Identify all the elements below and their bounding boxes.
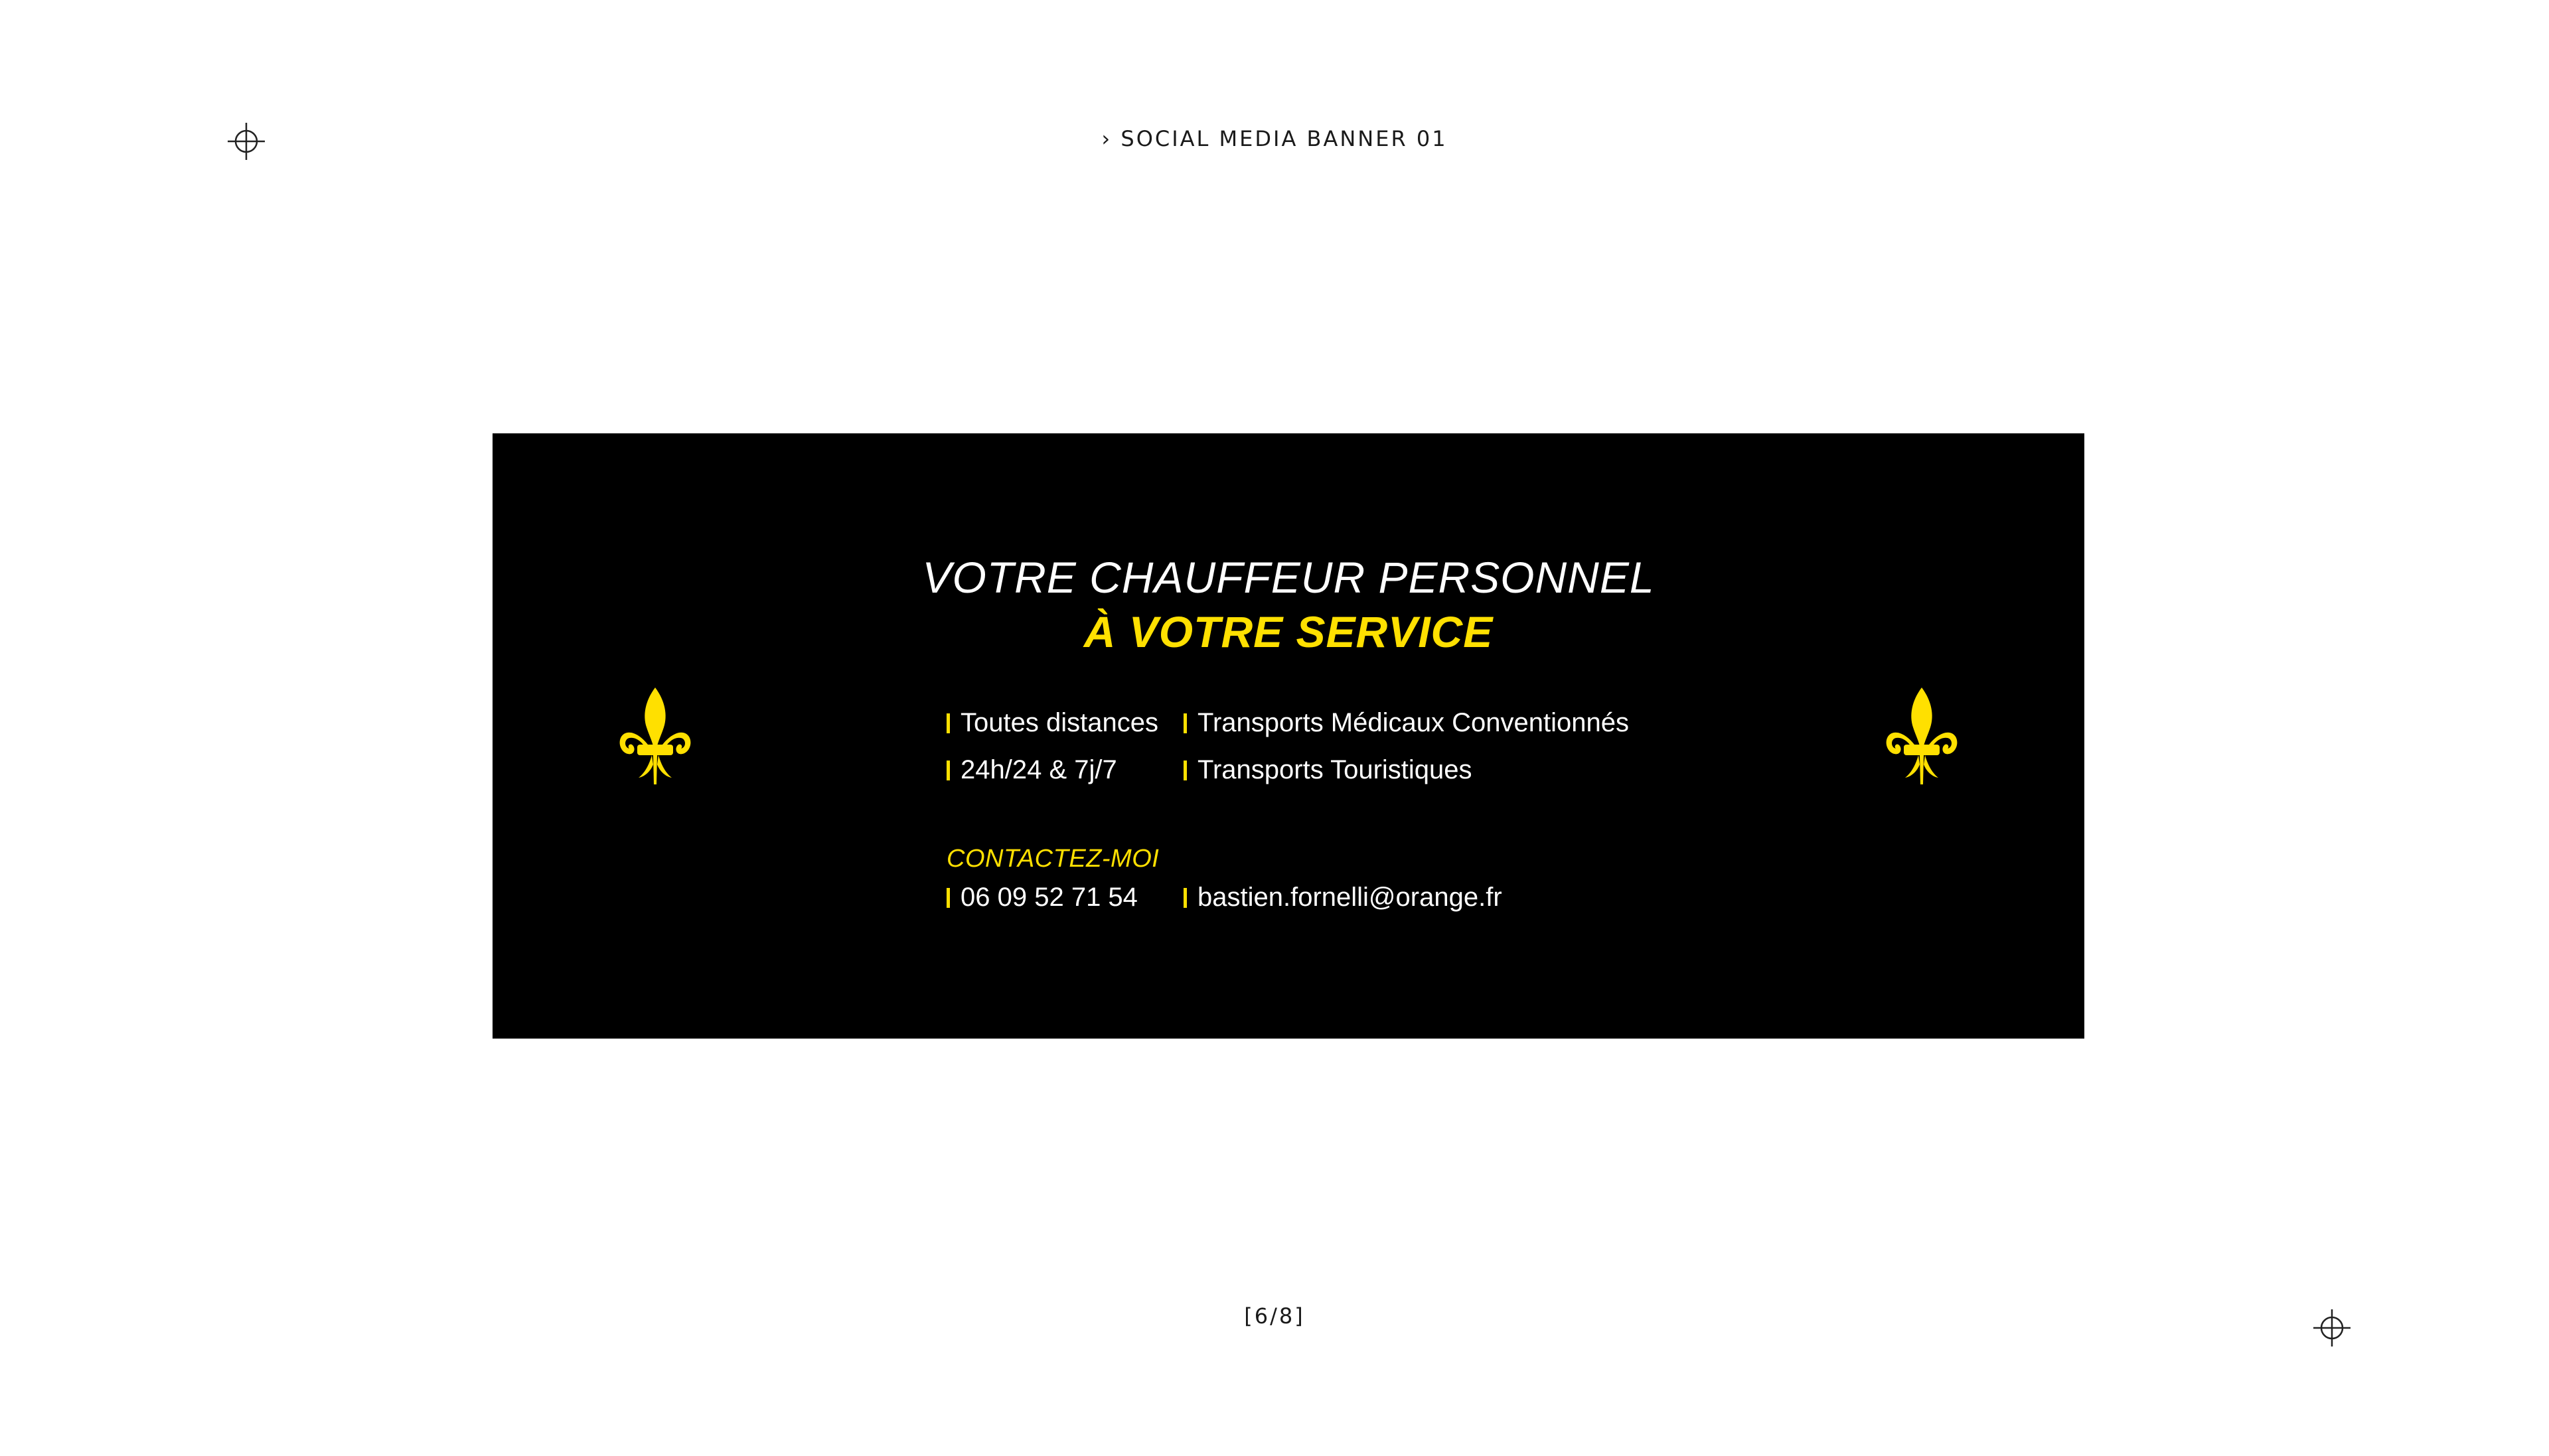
banner-headline — [493, 550, 2084, 659]
fleur-de-lis-icon — [1885, 686, 1958, 786]
accent-bar — [947, 761, 950, 780]
section-label: › SOCIAL MEDIA BANNER 01 — [1101, 126, 1448, 151]
contact-phone — [947, 883, 1138, 912]
social-media-banner — [493, 433, 2084, 1039]
service-label: Transports Touristiques — [1197, 755, 1472, 784]
phone-number: 06 09 52 71 54 — [961, 883, 1138, 912]
email-address: bastien.fornelli@orange.fr — [1197, 883, 1502, 912]
accent-bar — [947, 713, 950, 733]
service-item — [947, 755, 1117, 785]
service-label: Toutes distances — [961, 708, 1158, 737]
contact-email — [1184, 883, 1502, 912]
accent-bar — [1184, 888, 1187, 908]
service-label: 24h/24 & 7j/7 — [961, 755, 1117, 784]
accent-bar — [1184, 713, 1187, 733]
accent-bar — [947, 888, 950, 908]
headline-line-2: À VOTRE SERVICE — [1083, 607, 1494, 656]
service-item — [1184, 708, 1629, 738]
service-item — [947, 708, 1158, 738]
contact-title: CONTACTEZ-MOI — [947, 845, 1160, 873]
service-item — [1184, 755, 1472, 785]
headline-line-1: VOTRE CHAUFFEUR PERSONNEL — [922, 553, 1655, 602]
fleur-de-lis-icon — [619, 686, 692, 786]
accent-bar — [1184, 761, 1187, 780]
service-label: Transports Médicaux Conventionnés — [1197, 708, 1629, 737]
page-indicator: [6/8] — [1244, 1303, 1305, 1329]
